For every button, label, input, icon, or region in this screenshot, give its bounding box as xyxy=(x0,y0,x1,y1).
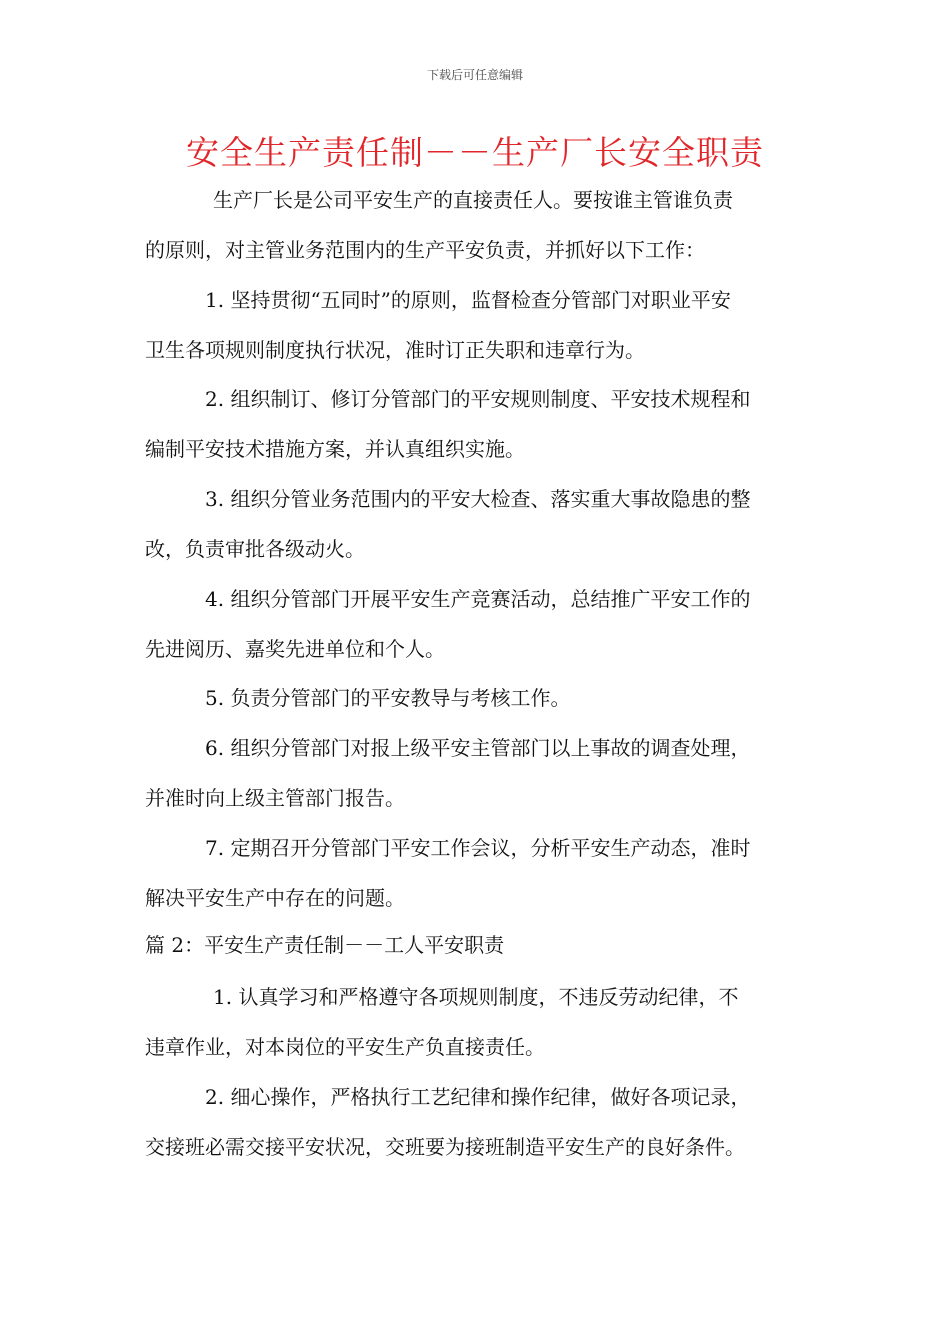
duty-item-6 xyxy=(145,723,815,823)
duty-item-1-line-2: 卫生各项规则制度执行状况，准时订正失职和违章行为。 xyxy=(145,338,645,362)
duty-item-6-line-1: 6. 组织分管部门对报上级平安主管部门以上事故的调查处理， xyxy=(205,736,751,760)
header-note: 下载后可任意编辑 xyxy=(426,68,523,82)
duty-item-6-line-2: 并准时向上级主管部门报告。 xyxy=(145,786,405,810)
duty-item-3-line-1: 3. 组织分管业务范围内的平安大检查、落实重大事故隐患的整 xyxy=(205,487,751,511)
worker-duty-item-2 xyxy=(145,1072,815,1172)
duty-item-7-line-2: 解决平安生产中存在的问题。 xyxy=(145,886,405,910)
worker-duty-item-2-line-1: 2. 细心操作，严格执行工艺纪律和操作纪律，做好各项记录， xyxy=(205,1085,751,1109)
worker-duty-item-1-line-2: 违章作业，对本岗位的平安生产负直接责任。 xyxy=(145,1035,545,1059)
intro-line-2: 的原则，对主管业务范围内的生产平安负责，并抓好以下工作： xyxy=(145,238,705,262)
worker-duty-item-1-line-1: 1. 认真学习和严格遵守各项规则制度，不违反劳动纪律，不 xyxy=(213,985,739,1009)
duty-item-4-line-1: 4. 组织分管部门开展平安生产竞赛活动，总结推广平安工作的 xyxy=(205,587,751,611)
intro-paragraph xyxy=(145,175,815,275)
duty-item-4-line-2: 先进阅历、嘉奖先进单位和个人。 xyxy=(145,637,445,661)
duty-item-5 xyxy=(145,673,815,723)
section-2-heading: 篇 2：平安生产责任制－－工人平安职责 xyxy=(145,933,505,957)
duty-item-1 xyxy=(145,275,815,375)
duty-item-7-line-1: 7. 定期召开分管部门平安工作会议，分析平安生产动态，准时 xyxy=(205,836,751,860)
duty-item-2-line-1: 2. 组织制订、修订分管部门的平安规则制度、平安技术规程和 xyxy=(205,387,751,411)
duty-item-5-line-1: 5. 负责分管部门的平安教导与考核工作。 xyxy=(205,686,571,710)
duty-item-4 xyxy=(145,574,815,674)
intro-line-1: 生产厂长是公司平安生产的直接责任人。要按谁主管谁负责 xyxy=(213,188,733,212)
document-title: 安全生产责任制－－生产厂长安全职责 xyxy=(186,133,764,172)
duty-item-3-line-2: 改，负责审批各级动火。 xyxy=(145,537,365,561)
duty-item-2 xyxy=(145,374,815,474)
duty-item-3 xyxy=(145,474,815,574)
worker-duty-item-2-line-2: 交接班必需交接平安状况，交班要为接班制造平安生产的良好条件。 xyxy=(145,1135,745,1159)
duty-item-2-line-2: 编制平安技术措施方案，并认真组织实施。 xyxy=(145,437,525,461)
duty-item-1-line-1: 1. 坚持贯彻“五同时”的原则，监督检查分管部门对职业平安 xyxy=(205,288,731,312)
duty-item-7 xyxy=(145,823,815,923)
worker-duty-item-1 xyxy=(145,972,815,1072)
